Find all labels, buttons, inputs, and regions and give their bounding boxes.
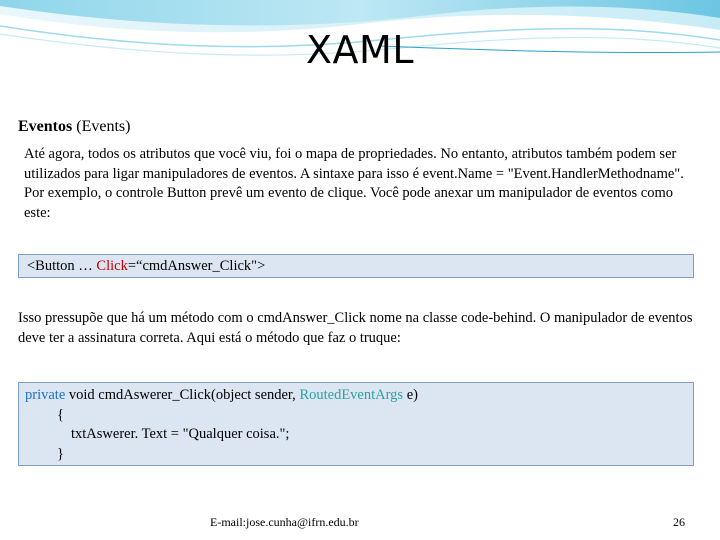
code-open-brace: { [57,406,64,423]
slide-title: XAML [306,28,414,72]
code-close-brace: } [57,445,64,462]
page-number: 26 [673,515,685,529]
code-type-routedeventargs: RoutedEventArgs [299,387,404,403]
code-attr-click: Click [96,258,128,274]
heading-rest: (Events) [72,118,131,135]
code-signature-part2: e) [403,387,418,403]
code-tag-open: <Button … [27,258,97,274]
section-heading [18,118,130,136]
code-snippet-button [18,254,694,278]
code-signature-line [25,386,693,406]
paragraph-explanation: Isso pressupõe que há um método com o cmdAnswer_Click nome na classe code-behind. O manipulador de eventos deve ter a assinatura correta. Aqui está o método que faz o truque: [18,310,693,346]
code-attr-value: =“cmdAnswer_Click"> [127,258,266,274]
footer-email: E-mail:jose.cunha@ifrn.edu.br [210,515,359,529]
code-snippet-method [18,382,694,466]
code-body-line: txtAswerer. Text = "Qualquer coisa."; [71,426,290,442]
heading-bold: Eventos [18,118,73,135]
paragraph-intro: Até agora, todos os atributos que você viu, foi o mapa de propriedades. No entanto, atributos também podem ser utilizados para ligar manipuladores de eventos. A sintaxe para isso é event.Name = "Event.HandlerMethodname". Por exemplo, o controle Button prevê um evento de clique. Você pode anexar um manipulador de eventos como este: [24,146,684,221]
code-keyword-private: private [25,387,66,403]
code-signature-part1: void cmdAswerer_Click(object sender, [65,387,300,403]
